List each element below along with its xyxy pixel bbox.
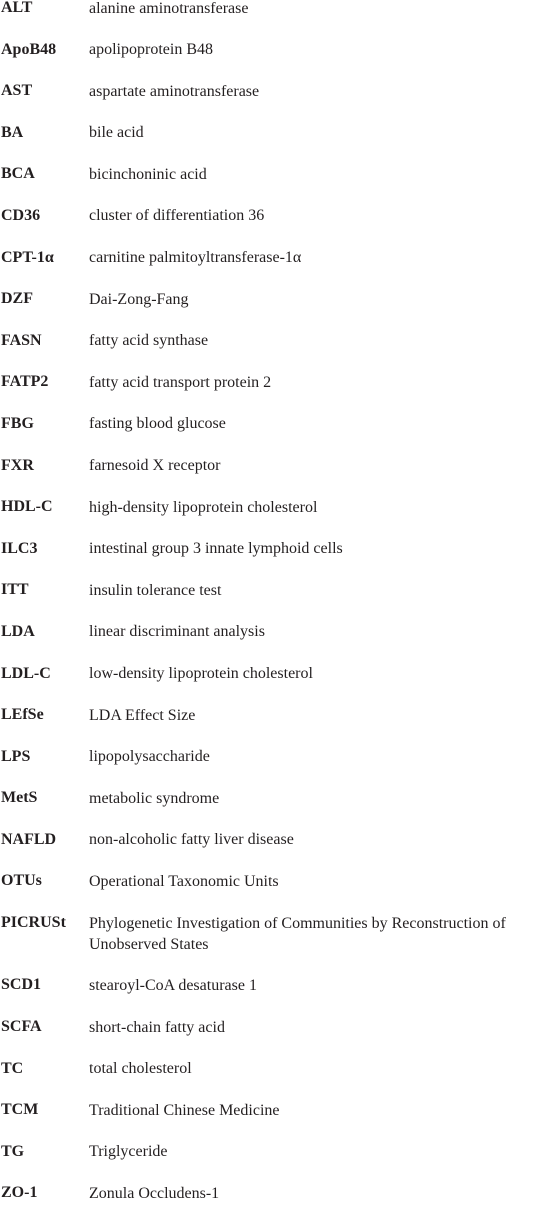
abbreviation-definition: farnesoid X receptor (89, 457, 221, 475)
abbreviation-term: ApoB48 (1, 40, 57, 58)
abbreviation-definition: Traditional Chinese Medicine (89, 1101, 280, 1119)
abbreviation-row (0, 1013, 558, 1055)
abbreviation-definition: Phylogenetic Investigation of Communities by Reconstruction of Unobserved States (89, 914, 506, 953)
abbreviation-definition: aspartate aminotransferase (89, 82, 260, 100)
abbreviation-term: FATP2 (1, 373, 49, 391)
abbreviation-term: DZF (1, 290, 33, 308)
abbreviation-term: ALT (1, 0, 33, 16)
abbreviation-row (0, 784, 558, 826)
abbreviation-term: LDL-C (1, 664, 51, 682)
abbreviation-definition: bile acid (89, 124, 144, 142)
abbreviation-term: ITT (1, 581, 29, 599)
abbreviation-row (0, 410, 558, 452)
abbreviation-row (0, 1055, 558, 1097)
abbreviation-row (0, 867, 558, 909)
abbreviation-term: AST (1, 82, 33, 100)
abbreviation-term: ILC3 (1, 539, 38, 557)
abbreviation-row (0, 285, 558, 327)
abbreviation-term: OTUs (1, 872, 42, 890)
abbreviation-definition: Operational Taxonomic Units (89, 872, 279, 890)
abbreviation-term: BCA (1, 165, 35, 183)
abbreviation-definition: cluster of differentiation 36 (89, 207, 265, 225)
abbreviation-row (0, 701, 558, 743)
abbreviation-term: PICRUSt (1, 914, 66, 932)
abbreviation-row (0, 1138, 558, 1180)
abbreviation-row (0, 77, 558, 119)
abbreviation-term: FBG (1, 414, 34, 432)
abbreviation-definition: Dai-Zong-Fang (89, 290, 189, 308)
abbreviation-row (0, 119, 558, 161)
abbreviation-row (0, 1179, 558, 1221)
abbreviation-definition: non-alcoholic fatty liver disease (89, 831, 294, 849)
abbreviation-term: MetS (1, 789, 38, 807)
abbreviation-term: LPS (1, 747, 31, 765)
abbreviation-row (0, 202, 558, 244)
abbreviation-term: TC (1, 1059, 24, 1077)
abbreviation-definition: Zonula Occludens-1 (89, 1184, 220, 1202)
abbreviation-definition: LDA Effect Size (89, 706, 196, 724)
abbreviation-term: FXR (1, 456, 34, 474)
abbreviation-term: BA (1, 123, 24, 141)
abbreviation-row (0, 660, 558, 702)
abbreviation-row (0, 0, 558, 36)
abbreviation-row (0, 244, 558, 286)
abbreviation-term: LDA (1, 622, 35, 640)
abbreviation-row (0, 36, 558, 78)
abbreviation-definition: total cholesterol (89, 1060, 192, 1078)
abbreviation-definition: metabolic syndrome (89, 789, 220, 807)
abbreviation-definition: intestinal group 3 innate lymphoid cells (89, 540, 343, 558)
abbreviation-term: TCM (1, 1101, 39, 1119)
abbreviation-term: CPT-1α (1, 248, 54, 266)
abbreviation-definition: fasting blood glucose (89, 415, 226, 433)
abbreviation-term: SCFA (1, 1018, 42, 1036)
abbreviation-row (0, 160, 558, 202)
abbreviation-term: CD36 (1, 206, 41, 224)
abbreviation-row (0, 327, 558, 369)
abbreviation-row (0, 1096, 558, 1138)
abbreviation-row (0, 535, 558, 577)
abbreviation-row (0, 368, 558, 410)
abbreviation-definition: linear discriminant analysis (89, 623, 265, 641)
abbreviation-row (0, 743, 558, 785)
abbreviation-row (0, 909, 558, 971)
abbreviation-row (0, 826, 558, 868)
abbreviation-definition: fatty acid synthase (89, 332, 209, 350)
abbreviation-definition: bicinchoninic acid (89, 165, 207, 183)
abbreviation-definition: fatty acid transport protein 2 (89, 373, 272, 391)
abbreviation-definition: apolipoprotein B48 (89, 41, 213, 59)
abbreviation-term: SCD1 (1, 976, 42, 994)
abbreviation-term: TG (1, 1142, 25, 1160)
abbreviation-row (0, 493, 558, 535)
abbreviation-definition: lipopolysaccharide (89, 748, 210, 766)
abbreviation-row (0, 576, 558, 618)
abbreviation-term: LEfSe (1, 706, 44, 724)
abbreviation-definition: carnitine palmitoyltransferase-1α (89, 249, 302, 267)
abbreviation-term: ZO-1 (1, 1184, 38, 1202)
abbreviation-definition: stearoyl-CoA desaturase 1 (89, 976, 257, 994)
abbreviation-term: FASN (1, 331, 42, 349)
abbreviation-row (0, 971, 558, 1013)
abbreviation-definition: alanine aminotransferase (89, 0, 249, 17)
abbreviation-term: HDL-C (1, 498, 53, 516)
abbreviation-row (0, 618, 558, 660)
abbreviation-definition: insulin tolerance test (89, 581, 222, 599)
abbreviation-definition: low-density lipoprotein cholesterol (89, 665, 313, 682)
abbreviation-definition: high-density lipoprotein cholesterol (89, 498, 318, 516)
abbreviation-definition: Triglyceride (89, 1143, 168, 1161)
abbreviation-definition: short-chain fatty acid (89, 1018, 225, 1036)
abbreviation-term: NAFLD (1, 830, 57, 848)
abbreviation-row (0, 452, 558, 494)
